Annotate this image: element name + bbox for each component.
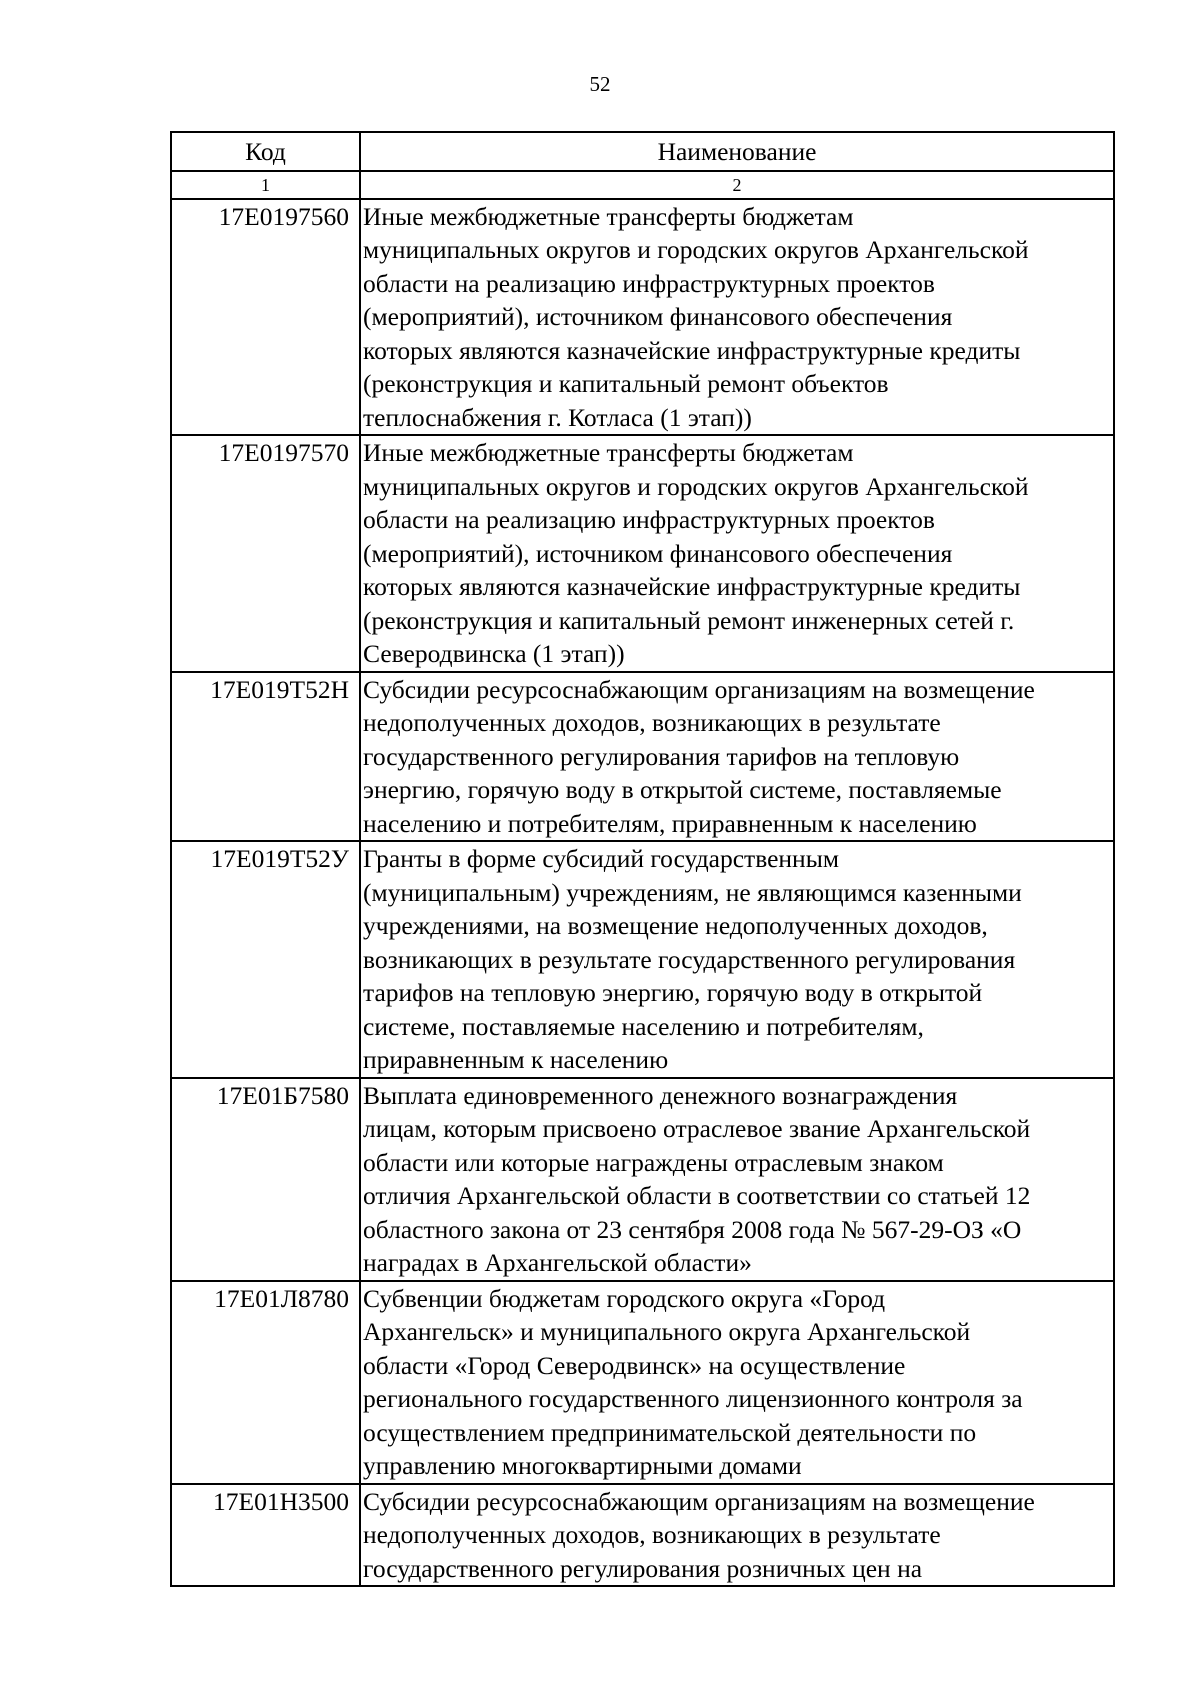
row-name: Субвенции бюджетам городского округа «Город Архангельск» и муниципального округа Архангельской области «Город Северодвинск» на осуществление регионального государственного лицензионного контроля за осуществлением предпринимательской деятельности по управлению многоквартирными домами [360,1281,1114,1484]
row-name: Субсидии ресурсоснабжающим организациям на возмещение недополученных доходов, возникающих в результате государственного регулирования тарифов на тепловую энергию, горячую воду в открытой системе, поставляемые населению и потребителям, приравненным к населению [360,672,1114,842]
column-number-2: 2 [360,171,1114,199]
table-row [171,672,1114,842]
column-number-row [171,171,1114,199]
table-row [171,435,1114,672]
table-row [171,1484,1114,1587]
row-code: 17Е01Л8780 [171,1281,360,1484]
row-name: Иные межбюджетные трансферты бюджетам муниципальных округов и городских округов Архангельской области на реализацию инфраструктурных проектов (мероприятий), источником финансового обеспечения которых являются казначейские инфраструктурные кредиты (реконструкция и капитальный ремонт объектов теплоснабжения г. Котласа (1 этап)) [360,199,1114,436]
budget-code-table [170,131,1115,1587]
row-code: 17Е01Н3500 [171,1484,360,1587]
table-row [171,199,1114,436]
column-number-1: 1 [171,171,360,199]
row-name: Выплата единовременного денежного вознаграждения лицам, которым присвоено отраслевое звание Архангельской области или которые награждены отраслевым знаком отличия Архангельской области в соответствии со статьей 12 областного закона от 23 сентября 2008 года № 567-29-ОЗ «О наградах в Архангельской области» [360,1078,1114,1281]
table-row [171,1281,1114,1484]
page-number: 52 [589,72,611,96]
row-name: Гранты в форме субсидий государственным (муниципальным) учреждениям, не являющимся казенными учреждениями, на возмещение недополученных доходов, возникающих в результате государственного регулирования тарифов на тепловую энергию, горячую воду в открытой системе, поставляемые населению и потребителям, приравненным к населению [360,841,1114,1078]
row-code: 17Е019Т52Н [171,672,360,842]
header-code: Код [171,132,360,171]
header-name: Наименование [360,132,1114,171]
row-code: 17Е0197570 [171,435,360,672]
table-header-row [171,132,1114,171]
row-name: Иные межбюджетные трансферты бюджетам муниципальных округов и городских округов Архангельской области на реализацию инфраструктурных проектов (мероприятий), источником финансового обеспечения которых являются казначейские инфраструктурные кредиты (реконструкция и капитальный ремонт инженерных сетей г. Северодвинска (1 этап)) [360,435,1114,672]
table-row [171,1078,1114,1281]
table-row [171,841,1114,1078]
row-code: 17Е019Т52У [171,841,360,1078]
row-code: 17Е01Б7580 [171,1078,360,1281]
row-code: 17Е0197560 [171,199,360,436]
row-name: Субсидии ресурсоснабжающим организациям на возмещение недополученных доходов, возникающих в результате государственного регулирования розничных цен на [360,1484,1114,1587]
